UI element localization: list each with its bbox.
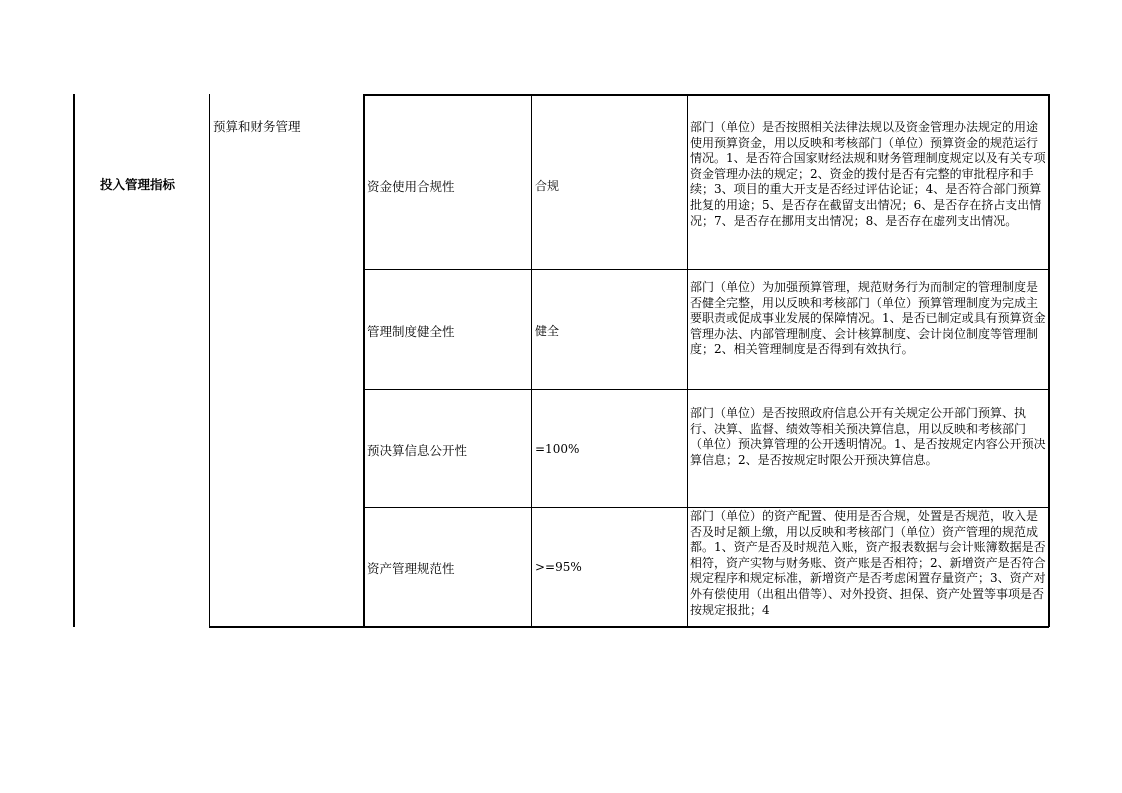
indicator-name: 管理制度健全性 bbox=[367, 324, 455, 339]
indicator-value: =100% bbox=[535, 442, 580, 456]
column-divider-4 bbox=[687, 94, 688, 627]
column-divider-2 bbox=[363, 94, 365, 627]
row-divider-1 bbox=[363, 269, 1049, 270]
indicator-description: 部门（单位）是否按照政府信息公开有关规定公开部门预算、执行、决算、监督、绩效等相关预决算信息，用以反映和考核部门（单位）预决算管理的公开透明情况。1、是否按规定内容公开预决算信息；2、是否按规定时限公开预决算信息。 bbox=[690, 406, 1046, 467]
table-border-right bbox=[1048, 94, 1050, 627]
indicator-description: 部门（单位）是否按照相关法律法规以及资金管理办法规定的用途使用预算资金，用以反映和考核部门（单位）预算资金的规范运行情况。1、是否符合国家财经法规和财务管理制度规定以及有关专项资金管理办法的规定；2、资金的拨付是否有完整的审批程序和手续；3、项目的重大开支是否经过评估论证；4、是否符合部门预算批复的用途；5、是否存在截留支出情况；6、是否存在挤占支出情况；7、是否存在挪用支出情况；8、是否存在虚列支出情况。 bbox=[690, 120, 1046, 228]
indicator-value: 健全 bbox=[535, 324, 560, 338]
indicator-value: >=95% bbox=[535, 560, 582, 574]
subcategory-label: 预算和财务管理 bbox=[213, 119, 301, 134]
row-divider-2 bbox=[363, 389, 1049, 390]
category-label: 投入管理指标 bbox=[100, 177, 176, 192]
table-bottom-border bbox=[209, 626, 1049, 628]
indicator-description: 部门（单位）为加强预算管理，规范财务行为而制定的管理制度是否健全完整，用以反映和考核部门（单位）预算管理制度为完成主要职责或促成事业发展的保障情况。1、是否已制定或具有预算资金管理办法、内部管理制度、会计核算制度、会计岗位制度等管理制度；2、相关管理制度是否得到有效执行。 bbox=[690, 280, 1046, 357]
column-divider-1 bbox=[209, 94, 210, 627]
table-border-left bbox=[73, 94, 75, 627]
table-top-border bbox=[363, 94, 1049, 96]
row-divider-3 bbox=[363, 507, 1049, 508]
indicator-value: 合规 bbox=[535, 179, 560, 193]
indicator-name: 资金使用合规性 bbox=[367, 179, 455, 194]
indicator-name: 预决算信息公开性 bbox=[367, 443, 468, 458]
column-divider-3 bbox=[531, 94, 532, 627]
indicator-name: 资产管理规范性 bbox=[367, 561, 455, 576]
indicator-description: 部门（单位）的资产配置、使用是否合规，处置是否规范，收入是否及时足额上缴，用以反映和考核部门（单位）资产管理的规范成都。1、资产是否及时规范入账，资产报表数据与会计账簿数据是否相符，资产实物与财务账、资产账是否相符；2、新增资产是否符合规定程序和规定标准，新增资产是否考虑闲置存量资产；3、资产对外有偿使用（出租出借等）、对外投资、担保、资产处置等事项是否按规定报批；4 bbox=[690, 509, 1046, 617]
